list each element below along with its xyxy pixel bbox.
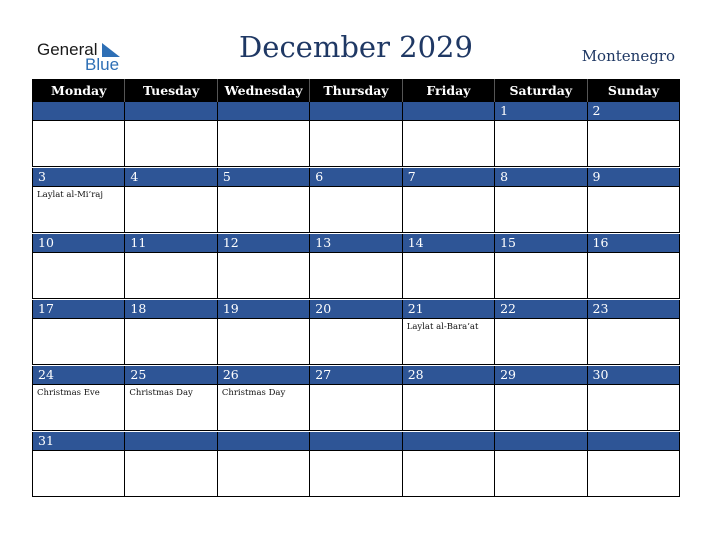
- day-number: 28: [403, 366, 494, 385]
- holiday-label: [125, 319, 216, 322]
- day-number: 16: [588, 234, 679, 253]
- day-number: 29: [495, 366, 586, 385]
- day-cell[interactable]: [587, 102, 679, 167]
- holiday-label: [588, 385, 679, 388]
- day-number: 30: [588, 366, 679, 385]
- weekday-header: Tuesday: [125, 79, 217, 102]
- day-cell[interactable]: [587, 366, 679, 431]
- day-cell[interactable]: [587, 432, 679, 497]
- day-cell[interactable]: [33, 366, 125, 431]
- day-number: 26: [218, 366, 309, 385]
- weekday-header-row: [33, 79, 680, 102]
- holiday-label: [403, 187, 494, 190]
- day-number: 24: [33, 366, 124, 385]
- day-number: [125, 432, 216, 451]
- holiday-label: Christmas Day: [221, 388, 286, 398]
- holiday-label: [218, 121, 309, 124]
- day-number: 1: [495, 102, 586, 121]
- day-number: 3: [33, 168, 124, 187]
- holiday-label: Laylat al-Mi’raj: [37, 190, 103, 200]
- day-number: 20: [310, 300, 401, 319]
- holiday-label: Laylat al-Bara’at: [406, 322, 479, 332]
- day-cell[interactable]: [402, 432, 494, 497]
- day-number: 2: [588, 102, 679, 121]
- day-number: 19: [218, 300, 309, 319]
- day-cell[interactable]: [217, 168, 309, 233]
- holiday-label: [403, 451, 494, 454]
- day-number: 12: [218, 234, 309, 253]
- holiday-label: [33, 121, 124, 124]
- day-cell[interactable]: [33, 432, 125, 497]
- day-cell[interactable]: [402, 366, 494, 431]
- day-number: 17: [33, 300, 124, 319]
- day-number: 18: [125, 300, 216, 319]
- day-cell[interactable]: [217, 234, 309, 299]
- day-cell[interactable]: [310, 300, 402, 365]
- holiday-label: [125, 451, 216, 454]
- logo-general-text: General: [37, 40, 98, 59]
- weeks-body: [33, 102, 680, 497]
- holiday-label: [588, 253, 679, 256]
- day-number: 14: [403, 234, 494, 253]
- logo-blue-text: Blue: [85, 55, 120, 74]
- day-number: 6: [310, 168, 401, 187]
- holiday-label: [33, 253, 124, 256]
- day-number: [403, 432, 494, 451]
- day-cell[interactable]: [495, 234, 587, 299]
- day-cell[interactable]: [125, 234, 217, 299]
- day-cell[interactable]: [310, 168, 402, 233]
- holiday-label: [495, 451, 586, 454]
- holiday-label: [495, 121, 586, 124]
- week-row: [33, 102, 680, 167]
- day-number: 23: [588, 300, 679, 319]
- holiday-label: [218, 451, 309, 454]
- holiday-label: [495, 187, 586, 190]
- day-number: 31: [33, 432, 124, 451]
- day-cell[interactable]: [217, 300, 309, 365]
- day-cell[interactable]: [587, 168, 679, 233]
- holiday-label: [125, 121, 216, 124]
- day-number: 15: [495, 234, 586, 253]
- week-row: [33, 432, 680, 497]
- holiday-label: [403, 253, 494, 256]
- holiday-label: [125, 253, 216, 256]
- day-cell[interactable]: [587, 234, 679, 299]
- day-number: 22: [495, 300, 586, 319]
- day-cell[interactable]: [33, 168, 125, 233]
- day-number: 7: [403, 168, 494, 187]
- day-cell[interactable]: [217, 366, 309, 431]
- day-cell[interactable]: [217, 432, 309, 497]
- day-number: 21: [403, 300, 494, 319]
- holiday-label: [218, 187, 309, 190]
- holiday-label: [125, 187, 216, 190]
- day-number: [310, 432, 401, 451]
- holiday-label: [495, 385, 586, 388]
- holiday-label: [588, 451, 679, 454]
- holiday-label: [588, 319, 679, 322]
- day-cell[interactable]: [495, 102, 587, 167]
- day-cell[interactable]: [402, 102, 494, 167]
- holiday-label: [310, 187, 401, 190]
- day-cell[interactable]: [495, 168, 587, 233]
- day-number: 13: [310, 234, 401, 253]
- day-cell[interactable]: [402, 234, 494, 299]
- day-cell[interactable]: [310, 102, 402, 167]
- calendar-grid: [32, 79, 680, 497]
- day-number: [588, 432, 679, 451]
- day-number: 5: [218, 168, 309, 187]
- day-number: [218, 432, 309, 451]
- day-number: 27: [310, 366, 401, 385]
- day-cell[interactable]: [310, 432, 402, 497]
- day-cell[interactable]: [402, 168, 494, 233]
- holiday-label: [310, 385, 401, 388]
- week-row: [33, 300, 680, 365]
- day-number: [310, 102, 401, 121]
- week-row: [33, 366, 680, 431]
- day-cell[interactable]: [402, 300, 494, 365]
- weekday-header: Monday: [33, 79, 125, 102]
- day-cell[interactable]: [495, 300, 587, 365]
- day-number: [495, 432, 586, 451]
- holiday-label: [310, 253, 401, 256]
- day-cell[interactable]: [310, 366, 402, 431]
- country-label: Montenegro: [581, 47, 675, 65]
- holiday-label: [588, 187, 679, 190]
- day-number: 25: [125, 366, 216, 385]
- day-number: 8: [495, 168, 586, 187]
- day-number: 10: [33, 234, 124, 253]
- day-cell[interactable]: [310, 234, 402, 299]
- day-number: 9: [588, 168, 679, 187]
- day-number: [218, 102, 309, 121]
- day-cell[interactable]: [495, 432, 587, 497]
- day-cell[interactable]: [587, 300, 679, 365]
- weekday-header: Saturday: [495, 79, 587, 102]
- holiday-label: [403, 121, 494, 124]
- holiday-label: [310, 121, 401, 124]
- week-row: [33, 168, 680, 233]
- weekday-header: Wednesday: [217, 79, 309, 102]
- day-cell[interactable]: [33, 300, 125, 365]
- weekday-header: Friday: [402, 79, 494, 102]
- week-row: [33, 234, 680, 299]
- holiday-label: Christmas Day: [129, 388, 193, 398]
- holiday-label: [33, 319, 124, 322]
- day-number: [33, 102, 124, 121]
- day-number: 4: [125, 168, 216, 187]
- holiday-label: [310, 451, 401, 454]
- day-cell[interactable]: [33, 102, 125, 167]
- day-cell[interactable]: [33, 234, 125, 299]
- holiday-label: [310, 319, 401, 322]
- day-cell[interactable]: [125, 168, 217, 233]
- day-number: 11: [125, 234, 216, 253]
- holiday-label: [403, 385, 494, 388]
- holiday-label: [495, 319, 586, 322]
- day-cell[interactable]: [125, 366, 217, 431]
- day-number: [125, 102, 216, 121]
- day-cell[interactable]: [217, 102, 309, 167]
- holiday-label: [33, 451, 124, 454]
- day-cell[interactable]: [125, 432, 217, 497]
- calendar-title: December 2029: [239, 30, 473, 64]
- weekday-header: Thursday: [310, 79, 402, 102]
- holiday-label: [218, 319, 309, 322]
- holiday-label: Christmas Eve: [37, 388, 100, 398]
- day-cell[interactable]: [125, 102, 217, 167]
- holiday-label: [218, 253, 309, 256]
- weekday-header: Sunday: [587, 79, 679, 102]
- holiday-label: [495, 253, 586, 256]
- day-cell[interactable]: [495, 366, 587, 431]
- day-cell[interactable]: [125, 300, 217, 365]
- day-number: [403, 102, 494, 121]
- holiday-label: [588, 121, 679, 124]
